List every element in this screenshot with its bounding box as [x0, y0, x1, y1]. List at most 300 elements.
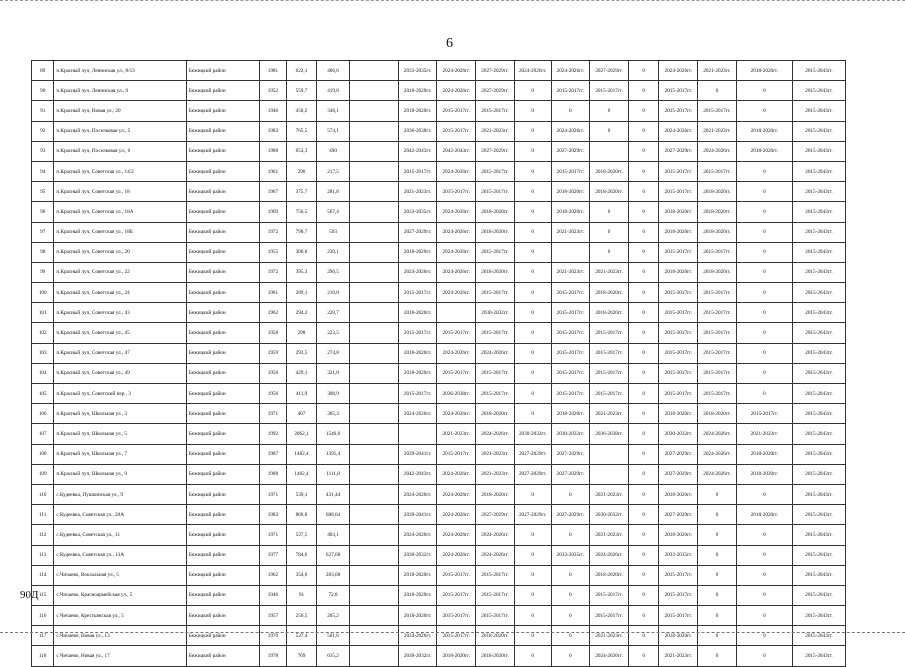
value-cell	[349, 545, 398, 565]
value-cell: 2015-2017гг.	[437, 101, 476, 121]
table-row	[32, 384, 846, 404]
value-cell: 0	[514, 323, 551, 343]
value-cell: 0	[736, 202, 792, 222]
district-cell: Бежицкий район	[186, 646, 259, 666]
value-cell: 2015-2043гг.	[792, 81, 845, 101]
address-cell: п.Красный луч, Советская ул., 49	[54, 363, 186, 383]
value-cell: 2027-2029гг.	[551, 505, 590, 525]
value-cell: 2015-2017гг.	[590, 384, 629, 404]
value-cell: 0	[628, 101, 659, 121]
value-cell: 0	[514, 141, 551, 161]
value-cell: 0	[736, 323, 792, 343]
value-cell: 1988	[260, 464, 286, 484]
value-cell: 688,64	[317, 505, 350, 525]
district-cell: Бежицкий район	[186, 565, 259, 585]
value-cell	[590, 141, 629, 161]
value-cell: 0	[736, 101, 792, 121]
value-cell	[349, 283, 398, 303]
value-cell: 2015-2017гг.	[698, 283, 737, 303]
value-cell: 0	[628, 61, 659, 81]
value-cell: 2024-2026гг.	[437, 525, 476, 545]
row-number-cell: 90	[32, 81, 54, 101]
value-cell: 2018-2020гг.	[398, 606, 437, 626]
value-cell: 559,7	[286, 81, 317, 101]
value-cell: 2021-2023гг.	[698, 61, 737, 81]
value-cell: 2021-2023гг.	[659, 646, 698, 666]
value-cell: 0	[698, 606, 737, 626]
value-cell: 2027-2029гг.	[551, 444, 590, 464]
value-cell: 411,9	[286, 384, 317, 404]
value-cell: 0	[514, 283, 551, 303]
row-number-cell: 98	[32, 242, 54, 262]
value-cell: 2018-2020гг.	[476, 646, 515, 666]
value-cell: 0	[514, 525, 551, 545]
value-cell: 0	[628, 303, 659, 323]
value-cell: 1971	[260, 525, 286, 545]
value-cell: 2018-2020гг.	[698, 262, 737, 282]
value-cell: 0	[628, 606, 659, 626]
value-cell: 0	[514, 606, 551, 626]
value-cell: 2018-2020гг.	[476, 202, 515, 222]
value-cell: 2024-2026гг.	[398, 484, 437, 504]
value-cell: 1546,6	[317, 424, 350, 444]
row-number-cell: 92	[32, 121, 54, 141]
address-cell: п.Красный луч, Советская ул., 43	[54, 303, 186, 323]
value-cell: 2024-2026гг.	[437, 404, 476, 424]
value-cell	[349, 323, 398, 343]
value-cell	[349, 646, 398, 666]
address-cell: с.Чичаево, Вокзальная ул., 5	[54, 565, 186, 585]
district-cell: Бежицкий район	[186, 283, 259, 303]
value-cell: 2021-2023гг.	[590, 404, 629, 424]
value-cell: 0	[628, 182, 659, 202]
value-cell: 615,2	[317, 646, 350, 666]
value-cell: 2018-2020гг.	[590, 182, 629, 202]
value-cell: 537,5	[286, 525, 317, 545]
value-cell: 2015-2043гг.	[792, 585, 845, 605]
value-cell: 466,6	[317, 61, 350, 81]
value-cell: 2018-2020гг.	[398, 565, 437, 585]
value-cell: 2015-2017гг.	[551, 343, 590, 363]
value-cell	[349, 101, 398, 121]
row-number-cell: 89	[32, 61, 54, 81]
value-cell: 91	[286, 585, 317, 605]
value-cell: 0	[736, 626, 792, 646]
address-cell: п.Красный луч, Советский пер., 3	[54, 384, 186, 404]
value-cell: 2018-2020гг.	[476, 262, 515, 282]
value-cell: 2015-2017гг.	[437, 565, 476, 585]
value-cell: 2018-2020гг.	[398, 81, 437, 101]
value-cell: 0	[736, 384, 792, 404]
value-cell: 0	[698, 545, 737, 565]
value-cell: 0	[628, 545, 659, 565]
table-row	[32, 121, 846, 141]
value-cell: 2018-2020гг.	[736, 141, 792, 161]
value-cell: 2021-2023гг.	[590, 484, 629, 504]
value-cell: 1946	[260, 585, 286, 605]
row-number-cell: 91	[32, 101, 54, 121]
value-cell: 2015-2043гг.	[792, 545, 845, 565]
value-cell: 567,4	[317, 202, 350, 222]
value-cell: 205,2	[317, 606, 350, 626]
row-number-cell: 99	[32, 262, 54, 282]
row-number-cell: 95	[32, 182, 54, 202]
value-cell: 0	[514, 202, 551, 222]
value-cell: 2015-2043гг.	[792, 222, 845, 242]
value-cell: 2018-2020гг.	[698, 222, 737, 242]
value-cell: 2027-2029гг.	[659, 464, 698, 484]
value-cell: 0	[551, 606, 590, 626]
value-cell: 2015-2043гг.	[792, 262, 845, 282]
value-cell: 2033-2035гг.	[398, 202, 437, 222]
value-cell: 2033-2035гг.	[659, 545, 698, 565]
value-cell: 0	[628, 505, 659, 525]
value-cell: 2015-2017гг.	[736, 404, 792, 424]
value-cell: 2024-2026гг.	[398, 525, 437, 545]
value-cell: 2024-2026гг.	[551, 61, 590, 81]
table-row	[32, 525, 846, 545]
value-cell	[590, 464, 629, 484]
value-cell: 2024-2026гг.	[698, 141, 737, 161]
value-cell	[349, 585, 398, 605]
value-cell: 0	[628, 81, 659, 101]
value-cell: 1959	[260, 343, 286, 363]
value-cell: 574,1	[317, 121, 350, 141]
address-cell: с.Кудеевка, Советская ул., 11	[54, 525, 186, 545]
value-cell: 2024-2026гг.	[514, 61, 551, 81]
table-row	[32, 262, 846, 282]
value-cell: 0	[628, 323, 659, 343]
value-cell: 274,8	[317, 343, 350, 363]
value-cell: 0	[736, 606, 792, 626]
value-cell: 2027-2029гг.	[551, 464, 590, 484]
value-cell: 2015-2017гг.	[698, 161, 737, 181]
district-cell: Бежицкий район	[186, 323, 259, 343]
value-cell: 537,4	[286, 626, 317, 646]
district-cell: Бежицкий район	[186, 424, 259, 444]
value-cell: 2024-2026гг.	[476, 343, 515, 363]
value-cell: 2030-2032гг.	[476, 303, 515, 323]
value-cell: 2018-2020гг.	[398, 101, 437, 121]
value-cell: 2024-2026гг.	[476, 525, 515, 545]
district-cell: Бежицкий район	[186, 525, 259, 545]
value-cell: 2024-2026гг.	[590, 545, 629, 565]
value-cell: 2015-2017гг.	[659, 565, 698, 585]
row-number-cell: 106	[32, 404, 54, 424]
district-cell: Бежицкий район	[186, 585, 259, 605]
value-cell: 0	[514, 161, 551, 181]
value-cell: 2018-2020гг.	[590, 565, 629, 585]
value-cell: 2027-2029гг.	[551, 141, 590, 161]
value-cell: 2024-2026гг.	[698, 424, 737, 444]
value-cell: 2015-2017гг.	[476, 363, 515, 383]
value-cell: 1955	[260, 242, 286, 262]
value-cell: 2018-2020гг.	[476, 484, 515, 504]
value-cell: 2021-2023гг.	[551, 262, 590, 282]
value-cell: 0	[736, 343, 792, 363]
value-cell: 0	[736, 525, 792, 545]
value-cell	[349, 565, 398, 585]
value-cell: 2018-2020гг.	[736, 61, 792, 81]
value-cell: 2027-2029гг.	[659, 141, 698, 161]
value-cell	[349, 121, 398, 141]
value-cell: 1992	[260, 424, 286, 444]
value-cell: 0	[736, 182, 792, 202]
value-cell: 2015-2017гг.	[437, 444, 476, 464]
value-cell: 2015-2017гг.	[551, 81, 590, 101]
value-cell: 1961	[260, 161, 286, 181]
value-cell: 407	[286, 404, 317, 424]
value-cell	[349, 262, 398, 282]
table-row	[32, 565, 846, 585]
address-cell: п.Красный луч, Советская ул., 20	[54, 242, 186, 262]
value-cell: 2024-2026гг.	[437, 484, 476, 504]
value-cell: 0	[736, 484, 792, 504]
value-cell: 0	[628, 283, 659, 303]
table-row	[32, 182, 846, 202]
value-cell	[349, 626, 398, 646]
value-cell: 2018-2020гг.	[659, 262, 698, 282]
value-cell: 627,68	[317, 545, 350, 565]
value-cell: 0	[551, 565, 590, 585]
value-cell: 2018-2020гг.	[736, 505, 792, 525]
value-cell: 256,5	[286, 606, 317, 626]
value-cell: 2015-2043гг.	[792, 161, 845, 181]
district-cell: Бежицкий район	[186, 121, 259, 141]
value-cell: 2015-2017гг.	[551, 283, 590, 303]
address-cell: с.Кудеевка, Пушкинская ул., 9	[54, 484, 186, 504]
row-number-cell: 104	[32, 363, 54, 383]
page-number: 6	[446, 36, 453, 51]
value-cell: 2015-2043гг.	[792, 242, 845, 262]
value-cell: 2015-2017гг.	[398, 323, 437, 343]
value-cell: 756,5	[286, 202, 317, 222]
value-cell: 1969	[260, 202, 286, 222]
value-cell: 395,3	[286, 262, 317, 282]
value-cell: 2018-2020гг.	[437, 646, 476, 666]
district-cell: Бежицкий район	[186, 444, 259, 464]
value-cell: 1981	[260, 61, 286, 81]
value-cell: 2027-2029гг.	[476, 141, 515, 161]
value-cell: 2015-2017гг.	[659, 182, 698, 202]
value-cell	[349, 464, 398, 484]
value-cell: 289,1	[286, 283, 317, 303]
value-cell: 2015-2043гг.	[792, 464, 845, 484]
value-cell: 2033-2035гг.	[398, 61, 437, 81]
value-cell: 501,6	[317, 626, 350, 646]
address-cell: п.Красный луч, Советская ул., 47	[54, 343, 186, 363]
value-cell: 0	[514, 646, 551, 666]
value-cell: 321,8	[317, 363, 350, 383]
address-cell: п.Красный луч, Поселковая ул., 5	[54, 121, 186, 141]
value-cell: 769	[286, 646, 317, 666]
value-cell	[349, 222, 398, 242]
value-cell: 2015-2017гг.	[476, 161, 515, 181]
table-row	[32, 646, 846, 666]
value-cell: 2018-2020гг.	[398, 343, 437, 363]
table-row	[32, 161, 846, 181]
row-number-cell: 113	[32, 545, 54, 565]
value-cell: 2021-2023гг.	[551, 222, 590, 242]
value-cell: 2021-2023гг.	[476, 444, 515, 464]
value-cell: 0	[514, 81, 551, 101]
row-number-cell: 118	[32, 646, 54, 666]
address-cell: п.Красный луч, Школьная ул., 9	[54, 464, 186, 484]
address-cell: п.Красный луч, Советская ул., 24	[54, 283, 186, 303]
value-cell: 2015-2017гг.	[476, 384, 515, 404]
value-cell: 305,3	[317, 404, 350, 424]
value-cell: 0	[514, 626, 551, 646]
value-cell	[398, 424, 437, 444]
value-cell: 0	[628, 646, 659, 666]
value-cell: 2024-2026гг.	[398, 626, 437, 646]
value-cell: 2021-2023гг.	[398, 182, 437, 202]
value-cell: 2024-2026гг.	[437, 202, 476, 222]
address-cell: с.Чичаево, Крестьянская ул., 5	[54, 606, 186, 626]
value-cell: 2021-2023гг.	[590, 626, 629, 646]
table-row	[32, 303, 846, 323]
value-cell: 2015-2017гг.	[698, 101, 737, 121]
value-cell: 0	[514, 585, 551, 605]
address-cell: с.Чичаево, Красноармейская ул., 5	[54, 585, 186, 605]
value-cell: 2015-2043гг.	[792, 323, 845, 343]
table-row	[32, 585, 846, 605]
table-row	[32, 222, 846, 242]
value-cell: 375,7	[286, 182, 317, 202]
value-cell: 2018-2020гг.	[736, 444, 792, 464]
value-cell: 0	[736, 565, 792, 585]
value-cell: 0	[736, 363, 792, 383]
value-cell: 1952	[260, 81, 286, 101]
value-cell: 0	[736, 81, 792, 101]
value-cell: 2015-2017гг.	[659, 283, 698, 303]
row-number-cell: 100	[32, 283, 54, 303]
value-cell: 0	[551, 525, 590, 545]
value-cell: 0	[736, 585, 792, 605]
value-cell: 2015-2043гг.	[792, 182, 845, 202]
value-cell: 2024-2026гг.	[398, 404, 437, 424]
value-cell: 1957	[260, 606, 286, 626]
value-cell	[551, 242, 590, 262]
district-cell: Бежицкий район	[186, 101, 259, 121]
value-cell: 2024-2026гг.	[398, 262, 437, 282]
table-row	[32, 606, 846, 626]
value-cell: 2015-2043гг.	[792, 202, 845, 222]
value-cell: 2018-2020гг.	[398, 303, 437, 323]
value-cell: 0	[590, 242, 629, 262]
value-cell: 2024-2026гг.	[476, 545, 515, 565]
value-cell: 1961	[260, 283, 286, 303]
value-cell	[349, 141, 398, 161]
row-number-cell: 108	[32, 444, 54, 464]
value-cell: 2015-2017гг.	[659, 303, 698, 323]
value-cell: 0	[736, 242, 792, 262]
value-cell: 0	[551, 484, 590, 504]
value-cell: 0	[514, 242, 551, 262]
value-cell: 1967	[260, 182, 286, 202]
row-number-cell: 103	[32, 343, 54, 363]
address-cell: п.Красный луч, Советская ул., 18	[54, 182, 186, 202]
value-cell: 2027-2029гг.	[659, 444, 698, 464]
value-cell: 2024-2026гг.	[437, 161, 476, 181]
value-cell: 2018-2020гг.	[398, 242, 437, 262]
district-cell: Бежицкий район	[186, 545, 259, 565]
value-cell: 2015-2043гг.	[792, 525, 845, 545]
bottom-edge-rule	[0, 632, 905, 634]
corner-mark: 90Д	[20, 589, 39, 601]
value-cell: 0	[628, 525, 659, 545]
table-row	[32, 323, 846, 343]
value-cell: 0	[514, 484, 551, 504]
value-cell: 2018-2020гг.	[659, 525, 698, 545]
district-cell: Бежицкий район	[186, 61, 259, 81]
value-cell: 2015-2017гг.	[476, 323, 515, 343]
row-number-cell: 107	[32, 424, 54, 444]
value-cell: 2024-2026гг.	[590, 646, 629, 666]
value-cell: 2030-2032гг.	[551, 424, 590, 444]
value-cell: 2018-2020гг.	[590, 161, 629, 181]
address-cell: п.Красный луч, Советская ул., 14/2	[54, 161, 186, 181]
value-cell: 0	[514, 343, 551, 363]
value-cell	[349, 182, 398, 202]
value-cell	[349, 343, 398, 363]
value-cell: 2027-2029гг.	[476, 505, 515, 525]
address-cell: п.Красный луч, Поселковая ул., 6	[54, 141, 186, 161]
value-cell: 306,8	[286, 242, 317, 262]
value-cell: 419,8	[317, 81, 350, 101]
value-cell: 2024-2026гг.	[437, 464, 476, 484]
value-cell: 1391,4	[317, 444, 350, 464]
value-cell: 1970	[260, 626, 286, 646]
district-cell: Бежицкий район	[186, 363, 259, 383]
value-cell: 281,8	[317, 182, 350, 202]
value-cell: 220,7	[317, 303, 350, 323]
row-number-cell: 96	[32, 202, 54, 222]
table-row	[32, 444, 846, 464]
table-row	[32, 626, 846, 646]
value-cell	[349, 525, 398, 545]
address-cell: п.Красный луч, Школьная ул., 3	[54, 404, 186, 424]
value-cell: 0	[514, 121, 551, 141]
value-cell: 2015-2017гг.	[437, 585, 476, 605]
value-cell: 2015-2017гг.	[698, 242, 737, 262]
row-number-cell: 112	[32, 525, 54, 545]
table-row	[32, 505, 846, 525]
value-cell: 2018-2020гг.	[659, 626, 698, 646]
value-cell: 2015-2017гг.	[659, 323, 698, 343]
value-cell: 2024-2026гг.	[437, 262, 476, 282]
value-cell: 0	[628, 444, 659, 464]
value-cell: 2027-2029гг.	[590, 61, 629, 81]
value-cell: 2015-2043гг.	[792, 565, 845, 585]
district-cell: Бежицкий район	[186, 484, 259, 504]
value-cell: 2015-2017гг.	[659, 606, 698, 626]
district-cell: Бежицкий район	[186, 141, 259, 161]
value-cell	[349, 444, 398, 464]
value-cell: 2021-2023гг.	[736, 424, 792, 444]
value-cell: 1988	[260, 141, 286, 161]
value-cell: 2018-2020гг.	[398, 585, 437, 605]
value-cell: 1978	[260, 646, 286, 666]
value-cell: 2015-2017гг.	[659, 585, 698, 605]
value-cell: 1962	[260, 303, 286, 323]
value-cell	[437, 303, 476, 323]
value-cell: 1111,8	[317, 464, 350, 484]
value-cell: 0	[628, 484, 659, 504]
value-cell: 0	[628, 202, 659, 222]
value-cell: 2024-2026гг.	[437, 283, 476, 303]
value-cell: 0	[514, 404, 551, 424]
